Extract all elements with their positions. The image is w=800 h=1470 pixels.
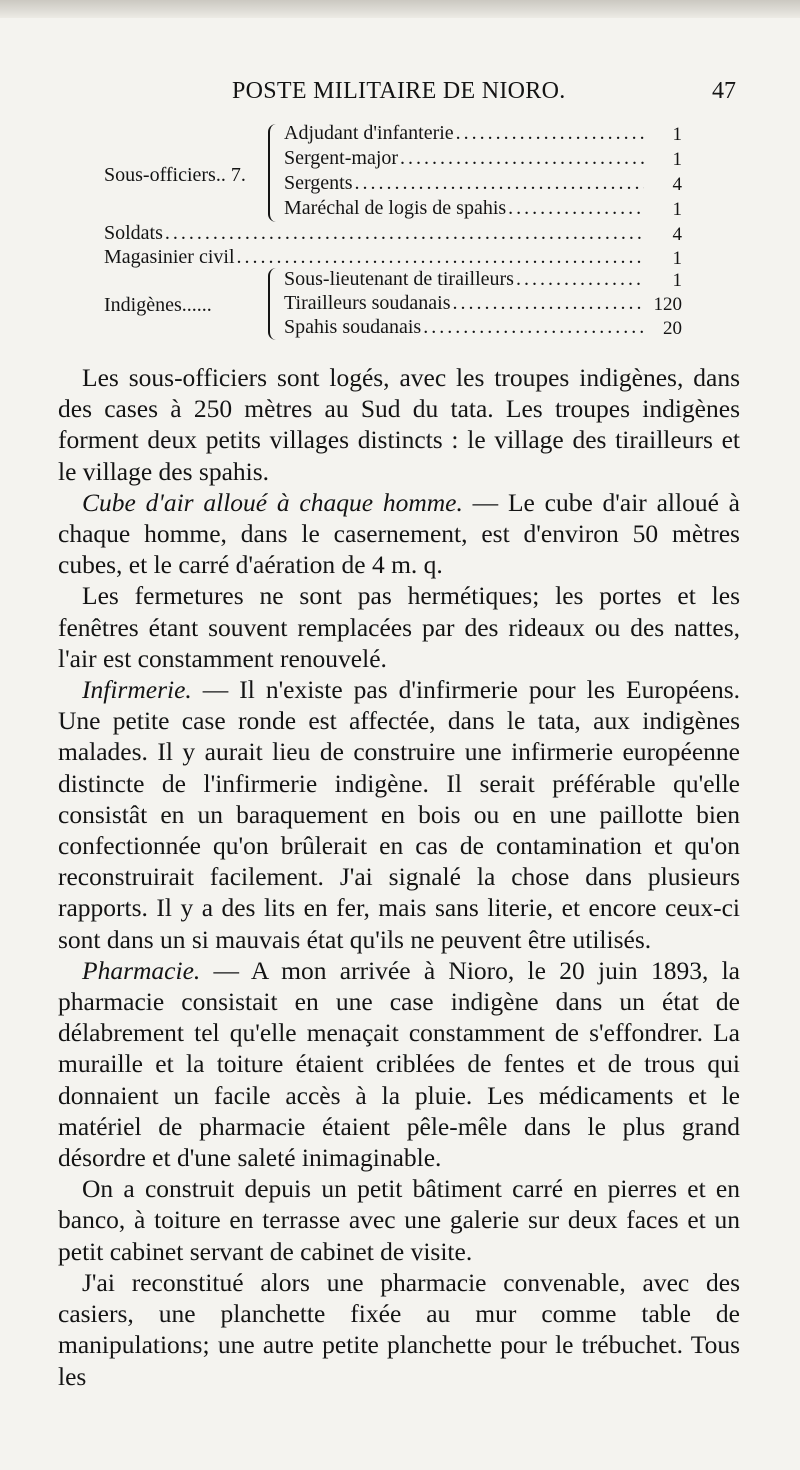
leader-dots [353,172,644,195]
table-row [284,122,644,146]
paragraph [58,955,740,1173]
brace-sous-officiers [268,124,280,222]
table-row [284,268,644,292]
paragraph-text: Les fermetures ne sont pas hermétiques; les portes et les fenêtres étant souvent remplacées par des rideaux ou des nattes, l'air est constamment renouvelé. [58,581,740,673]
leader-dots [450,292,644,315]
row-label: Adjudant d'infanterie [284,122,454,144]
row-label: Sergent-major [284,147,399,169]
row-value: 20 [663,318,682,339]
row-value: 1 [672,124,682,145]
row-label: Sous-lieutenant de tirailleurs [284,268,514,290]
table-row [284,172,644,196]
group-label-indigenes: Indigènes...... [104,294,212,316]
paragraph [58,674,740,955]
leader-dots [421,316,644,339]
paragraph-heading: Pharmacie. [82,955,201,985]
table-row [284,316,644,340]
leader-dots [398,147,644,170]
row-value: 1 [672,149,682,170]
paragraph [58,487,740,581]
row-label: Tirailleurs soudanais [284,292,451,314]
row-label: Sergents [284,172,353,194]
leader-dots [163,222,644,245]
paragraph [58,1267,740,1392]
paragraph-text: — A mon arrivée à Nioro, le 20 juin 1893, la pharmacie consistait en une case indigène dans un état de délabrement tel qu'elle menaçait constamment de s'effondrer. La muraille et la toiture étaient criblées de fentes et de trous qui donnaient un facile accès à la pluie. Les médicaments et le matériel de pharmacie étaient pêle-mêle dans le plus grand désordre et d'une saleté inimaginable. [58,955,740,1173]
scan-edge [0,0,800,18]
leader-dots [514,268,644,291]
page-number: 47 [712,78,736,104]
table-row [284,292,644,316]
row-label: Maréchal de logis de spahis [284,197,507,219]
paragraph-heading: Infirmerie. [82,675,192,705]
table-row-soldats [104,222,644,246]
paragraph-text: — Le cube d'air alloué à chaque homme, dans le casernement, est d'environ 50 mètres cubes, et le carré d'aération de 4 m. q. [58,487,740,580]
leader-dots [506,197,644,220]
running-title: POSTE MILITAIRE DE NIORO. [232,78,566,104]
brace-indigenes [268,268,280,340]
row-value: 1 [672,248,682,269]
paragraph [58,1173,740,1267]
leader-dots [235,246,644,269]
row-value: 120 [653,294,682,315]
page-header [0,78,800,108]
leader-dots [454,122,644,145]
group-label-sous-officiers: Sous-officiers.. 7. [104,164,246,186]
row-value: 1 [672,270,682,291]
paragraph [58,580,740,674]
table-row [284,147,644,171]
row-label: Spahis soudanais [284,316,422,338]
paragraph-heading: Cube d'air alloué à chaque homme. [82,487,463,517]
row-value: 1 [672,199,682,220]
row-value: 4 [672,174,682,195]
row-value: 4 [672,224,682,245]
paragraph-text: J'ai reconstitué alors une pharmacie convenable, avec des casiers, une planchette fixée au mur comme table de manipulations; une autre petite planchette pour le trébuchet. Tous les [58,1267,740,1391]
paragraph-text: — Il n'existe pas d'infirmerie pour les Européens. Une petite case ronde est affectée, dans le tata, aux indigènes malades. Il y aurait lieu de construire une infirmerie européenne distincte de l'infirmerie indigène. Il serait préférable qu'elle consistât en un baraquement en bois ou en une paillotte bien confectionnée qu'on brûlerait en cas de contamination et qu'on reconstruirait facilement. J'ai signalé la chose dans plusieurs rapports. Il y a des lits en fer, mais sans literie, et encore ceux-ci sont dans un si mauvais état qu'ils ne peuvent être utilisés. [58,675,740,954]
paragraph-text: Les sous-officiers sont logés, avec les troupes indigènes, dans des cases à 250 mètres au Sud du tata. Les troupes indigènes forment deux petits villages distincts : le village des tirailleurs et le village des spahis. [58,363,740,486]
body-text [58,362,740,1392]
paragraph-text: On a construit depuis un petit bâtiment carré en pierres et en banco, à toiture en terrasse avec une galerie sur deux faces et un petit cabinet servant de cabinet de visite. [58,1174,740,1266]
table-row [284,197,644,221]
row-label: Soldats [104,222,163,244]
row-label: Magasinier civil [104,246,235,268]
table-row-magasinier [104,246,644,270]
paragraph [58,362,740,487]
